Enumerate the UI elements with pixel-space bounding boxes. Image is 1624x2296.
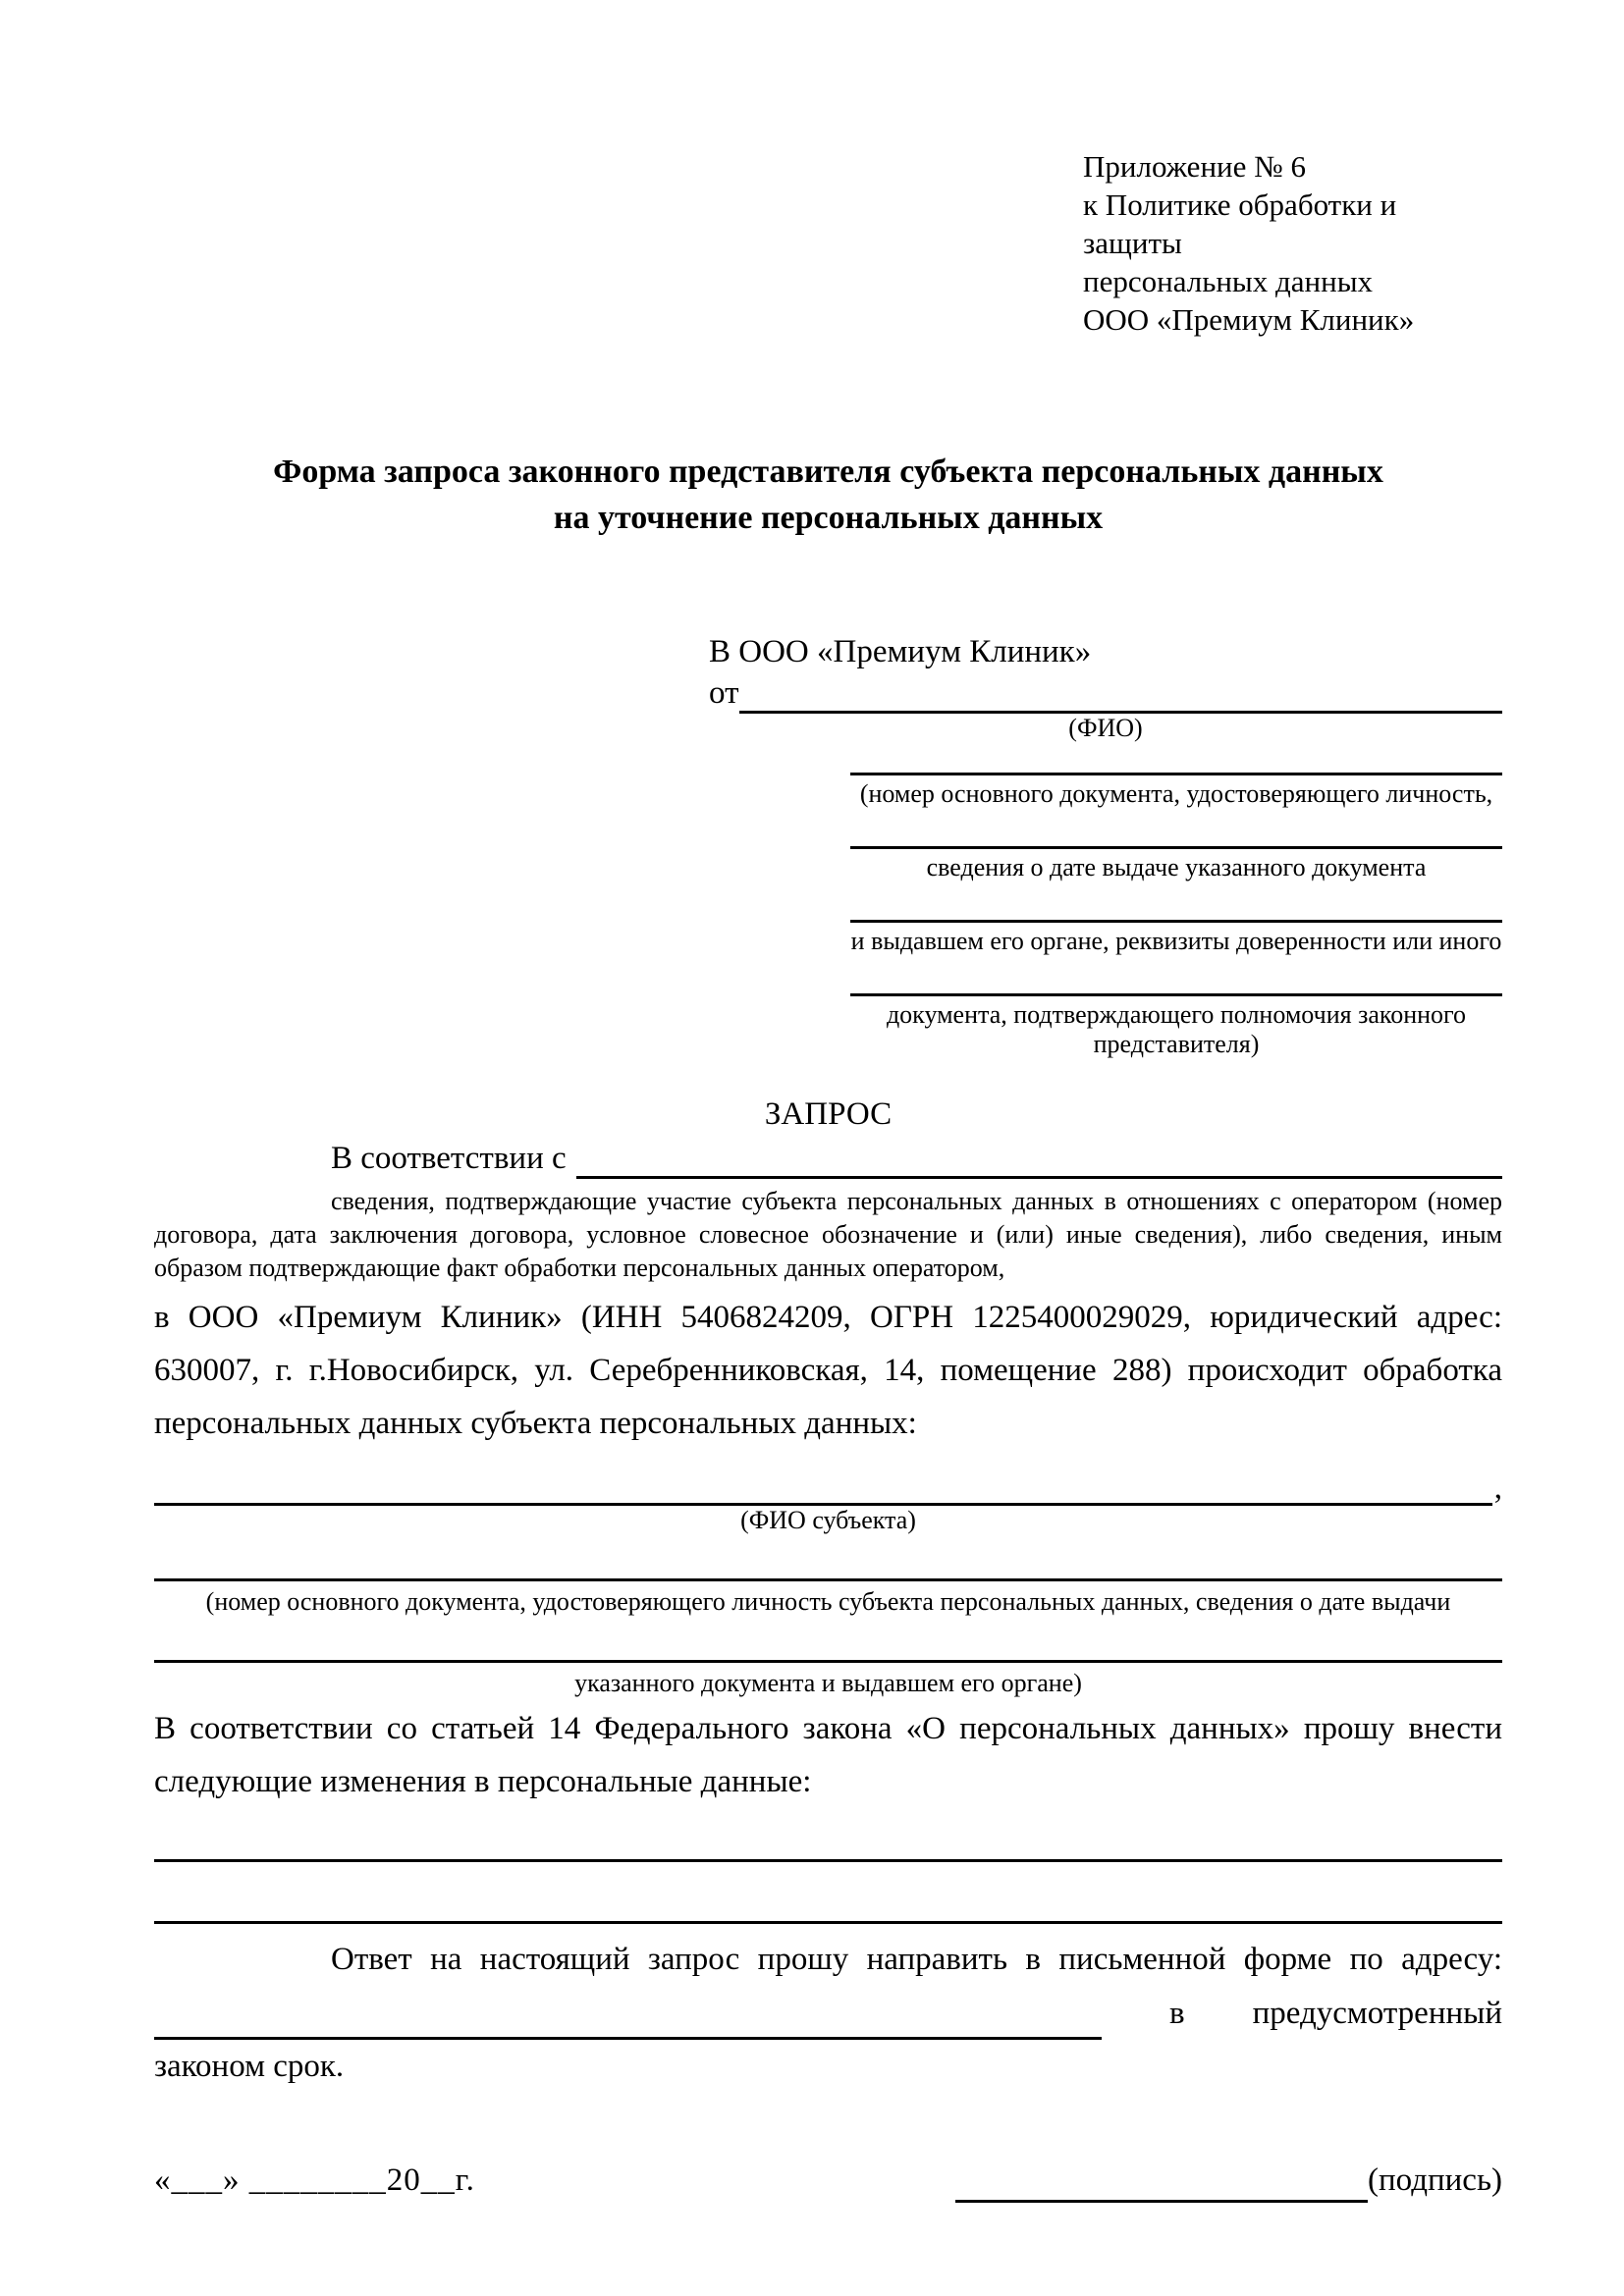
signature-block [955, 2158, 1502, 2203]
appendix-policy-line1: к Политике обработки и защиты [1083, 187, 1397, 260]
subject-doc-fill-line [154, 1578, 1502, 1581]
page-title [154, 449, 1502, 541]
appendix-number: Приложение № 6 [1083, 149, 1306, 184]
fio-caption: (ФИО) [1068, 714, 1143, 742]
subject-fio-caption: (ФИО субъекта) [740, 1506, 916, 1534]
subject-doc-caption1: (номер основного документа, удостоверяющего личность субъекта персональных данных, сведения о дате выдачи [205, 1587, 1451, 1616]
changes-fill-line1 [154, 1859, 1502, 1862]
changes-fill-line2 [154, 1921, 1502, 1924]
answer-tail: законом срок. [154, 2049, 345, 2084]
from-label: от [709, 675, 739, 711]
answer-word-a: в [1169, 1996, 1185, 2031]
operator-paragraph: в ООО «Премиум Клиник» (ИНН 5406824209, ОГРН 1225400029029, юридический адрес: 630007, г. г.Новосибирск, ул. Серебренниковская, 14, помещение 288) происходит обработка персональных данных субъекта персональных данных: [154, 1300, 1502, 1441]
addressee-block [709, 631, 1502, 743]
answer-word-b: предусмотренный [1252, 1996, 1502, 2031]
from-row [709, 672, 1502, 714]
signature-caption: (подпись) [1368, 2163, 1502, 2198]
page-title-line2: на уточнение персональных данных [553, 500, 1104, 536]
doc-line-row [850, 846, 1502, 882]
subject-doc-fill-line2 [154, 1660, 1502, 1663]
doc-line-row [850, 993, 1502, 1059]
from-fill-line [739, 673, 1503, 714]
subject-fio-fill-line [154, 1466, 1492, 1506]
page-title-line1: Форма запроса законного представителя субъекта персональных данных [273, 454, 1383, 490]
doc-line-row [850, 920, 1502, 956]
date-signature-row [154, 2158, 1502, 2203]
request-heading: ЗАПРОС [764, 1096, 893, 1132]
appendix-header [1083, 147, 1502, 339]
intro-fill-line [576, 1139, 1502, 1179]
subject-fio-row [154, 1466, 1502, 1506]
address-fill-line [154, 1994, 1102, 2040]
addressee-company: В ООО «Премиум Клиник» [709, 634, 1092, 669]
appendix-company: ООО «Премиум Клиник» [1083, 302, 1415, 337]
intro-prefix: В соответствии с [331, 1141, 567, 1176]
doc-line-caption: и выдавшем его органе, реквизиты доверенности или иного [850, 927, 1502, 955]
doc-line-caption: (номер основного документа, удостоверяющего личность, [859, 779, 1493, 808]
doc-line-caption: сведения о дате выдаче указанного документа [926, 853, 1427, 881]
date-blank-line: «___» ________20__г. [154, 2163, 475, 2198]
representative-doc-lines [850, 773, 1502, 1059]
intro-row [154, 1138, 1502, 1179]
intro-footnote: сведения, подтверждающие участие субъекта персональных данных в отношениях с оператором (номер договора, дата заключения договора, условное словесное обозначение и (или) иные сведения), либо сведения, иным образом подтверждающие факт обработки персональных данных оператором, [154, 1187, 1502, 1282]
subject-doc-caption2: указанного документа и выдавшем его органе) [574, 1669, 1082, 1697]
answer-address-row [154, 1987, 1502, 2040]
doc-line-row [850, 773, 1502, 809]
appendix-policy-line2: персональных данных [1083, 264, 1374, 298]
signature-fill-line [955, 2161, 1368, 2203]
doc-line-caption: документа, подтверждающего полномочия законного представителя) [886, 1000, 1467, 1058]
answer-intro-line: Ответ на настоящий запрос прошу направить в письменной форме по адресу: [331, 1942, 1502, 1977]
law-paragraph: В соответствии со статьей 14 Федерального закона «О персональных данных» прошу внести следующие изменения в персональные данные: [154, 1711, 1502, 1799]
trailing-comma: , [1493, 1470, 1502, 1506]
